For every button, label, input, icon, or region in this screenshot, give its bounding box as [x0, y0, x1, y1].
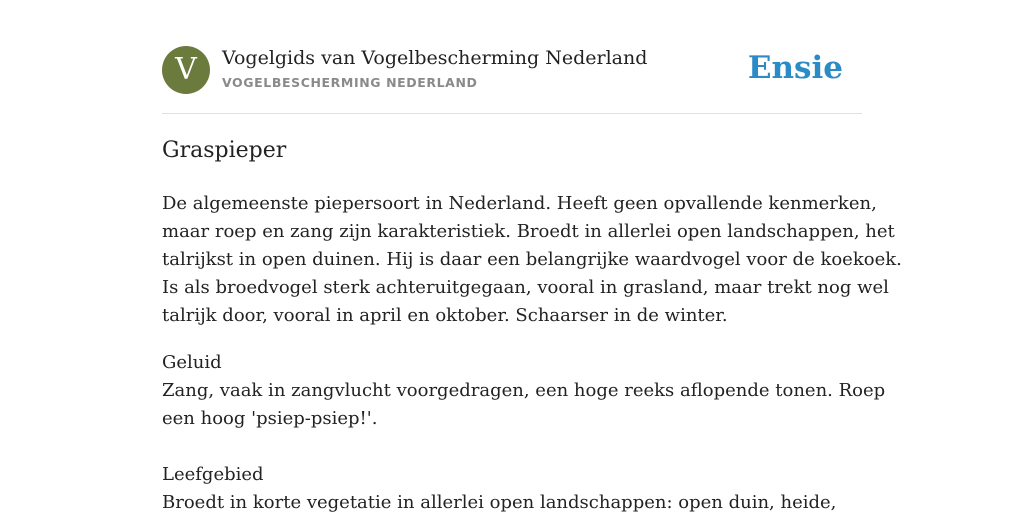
- geluid-section: [162, 349, 886, 512]
- leefgebied-heading: Leefgebied: [162, 464, 264, 485]
- avatar: V: [162, 46, 210, 94]
- entry-content: [162, 190, 902, 512]
- geluid-line: Zang, vaak in zangvlucht voorgedragen, een hoge reeks aflopende tonen. Roep: [162, 380, 886, 401]
- intro-line: talrijkst in open duinen. Hij is daar een belangrijke waardvogel voor de koekoek.: [162, 249, 902, 270]
- source-header: [162, 46, 862, 96]
- source-title[interactable]: Vogelgids van Vogelbescherming Nederland: [222, 47, 648, 69]
- intro-line: maar roep en zang zijn karakteristiek. Broedt in allerlei open landschappen, het: [162, 221, 895, 242]
- geluid-heading: Geluid: [162, 352, 222, 373]
- leefgebied-line: Broedt in korte vegetatie in allerlei open landschappen: open duin, heide,: [162, 492, 837, 512]
- section-spacer: [162, 433, 862, 461]
- ensie-logo[interactable]: Ensie: [747, 50, 843, 86]
- intro-line: Is als broedvogel sterk achteruitgegaan, vooral in grasland, maar trekt nog wel: [162, 277, 889, 298]
- intro-line: talrijk door, vooral in april en oktober. Schaarser in de winter.: [162, 305, 728, 326]
- geluid-line: een hoog 'psiep-psiep!'.: [162, 408, 378, 429]
- intro-line: De algemeenste piepersoort in Nederland. Heeft geen opvallende kenmerken,: [162, 193, 877, 214]
- source-subtitle[interactable]: VOGELBESCHERMING NEDERLAND: [222, 75, 478, 90]
- intro-paragraph: [162, 190, 902, 330]
- divider: [162, 113, 862, 114]
- entry-title: Graspieper: [162, 138, 287, 163]
